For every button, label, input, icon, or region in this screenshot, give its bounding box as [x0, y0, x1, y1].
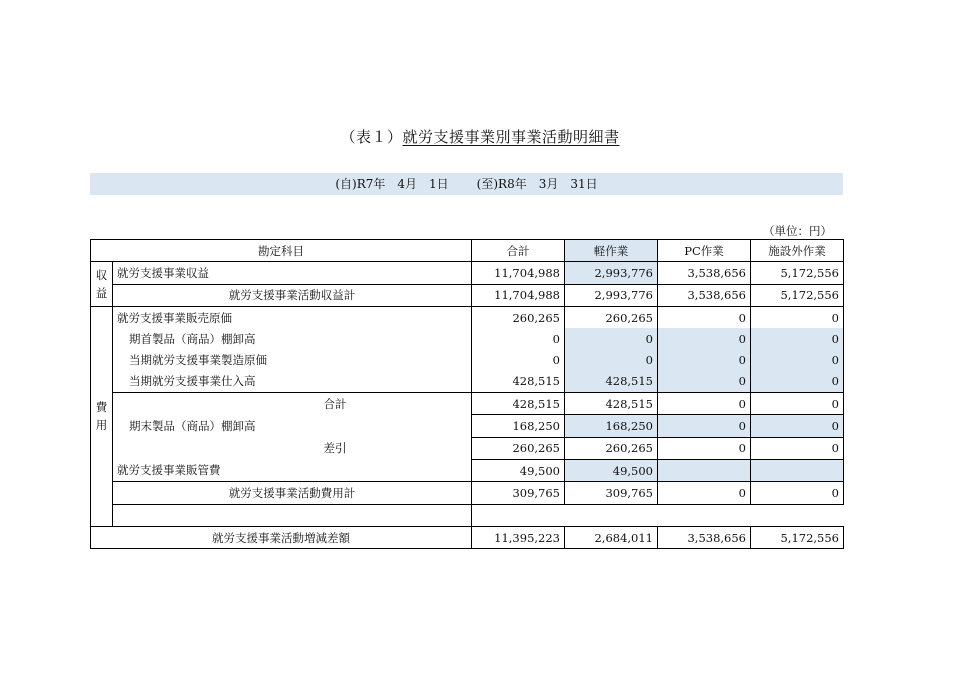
header-total: 合計: [472, 240, 565, 262]
table-row: [91, 415, 844, 437]
header-item: 勘定科目: [91, 240, 472, 262]
cell-col1: 2,993,776: [565, 262, 658, 284]
row-label: 就労支援事業収益: [113, 262, 472, 284]
group-expense-char: 費: [95, 400, 108, 415]
row-label: 当期就労支援事業仕入高: [113, 371, 472, 393]
cell-col1: 49,500: [565, 459, 658, 481]
cell-col3: 0: [751, 437, 844, 459]
row-label: 当期就労支援事業製造原価: [113, 349, 472, 370]
cell-col3: 0: [751, 393, 844, 415]
table-row: [91, 482, 844, 504]
cell-col2: 3,538,656: [658, 284, 751, 306]
cell-col2: 0: [658, 328, 751, 349]
cell-col1: 309,765: [565, 482, 658, 504]
title-main: 就労支援事業別事業活動明細書: [402, 128, 620, 146]
cell-col2: [658, 459, 751, 481]
cell-col1: 428,515: [565, 393, 658, 415]
cell-col1: 168,250: [565, 415, 658, 437]
table-row: [91, 459, 844, 481]
row-label: 就労支援事業販管費: [113, 459, 472, 481]
cell-col2: 0: [658, 393, 751, 415]
header-row: [91, 240, 844, 262]
cell-col3: 5,172,556: [751, 284, 844, 306]
cell-total: 0: [472, 349, 565, 370]
group-expense-char: 用: [95, 418, 108, 433]
cell-col3: 0: [751, 482, 844, 504]
cell-col2: 0: [658, 349, 751, 370]
cell-col3: 0: [751, 415, 844, 437]
row-label: 差引: [113, 437, 472, 459]
cell-col1: 0: [565, 349, 658, 370]
cell-col3: 0: [751, 371, 844, 393]
table-row: [91, 306, 844, 328]
cell-total: 260,265: [472, 306, 565, 328]
period-bar: [90, 173, 843, 195]
cell-col1: 2,993,776: [565, 284, 658, 306]
group-expense: [91, 306, 113, 526]
cell-col3: 0: [751, 328, 844, 349]
cell-col3: 0: [751, 349, 844, 370]
document-title: [0, 126, 960, 147]
cell-col3: 0: [751, 306, 844, 328]
cell-col2: 0: [658, 306, 751, 328]
spacer-cell: [113, 504, 472, 526]
period-to: (至)R8年 3月 31日: [476, 177, 598, 191]
table-row: [91, 349, 844, 370]
statement-table: [90, 239, 844, 549]
cell-col1: 260,265: [565, 306, 658, 328]
cell-col2: 0: [658, 437, 751, 459]
cell-col3: 5,172,556: [751, 262, 844, 284]
group-revenue-char: 収: [95, 268, 108, 283]
cell-col1: 428,515: [565, 371, 658, 393]
table-row: [91, 262, 844, 284]
row-label: 合計: [113, 393, 472, 415]
unit-label: （単位：円）: [763, 224, 832, 238]
row-label: 就労支援事業販売原価: [113, 306, 472, 328]
table-row: [91, 328, 844, 349]
cell-total: 11,704,988: [472, 262, 565, 284]
cell-total: 11,395,223: [472, 526, 565, 548]
cell-total: 309,765: [472, 482, 565, 504]
title-prefix: （表１）: [340, 128, 403, 146]
cell-col3: 5,172,556: [751, 526, 844, 548]
cell-col2: 0: [658, 371, 751, 393]
header-col3: 施設外作業: [751, 240, 844, 262]
cell-col2: 3,538,656: [658, 526, 751, 548]
group-revenue-char: 益: [95, 286, 108, 301]
row-label: 就労支援事業活動費用計: [113, 482, 472, 504]
cell-total: 0: [472, 328, 565, 349]
header-col2: PC作業: [658, 240, 751, 262]
cell-total: 260,265: [472, 437, 565, 459]
header-col1: 軽作業: [565, 240, 658, 262]
row-label: 期末製品（商品）棚卸高: [113, 415, 472, 437]
row-label: 就労支援事業活動収益計: [113, 284, 472, 306]
group-revenue: [91, 262, 113, 307]
table-row: [91, 526, 844, 548]
cell-col3: [751, 459, 844, 481]
table-row: [91, 504, 844, 526]
cell-col2: 3,538,656: [658, 262, 751, 284]
cell-col2: 0: [658, 482, 751, 504]
table-row: [91, 284, 844, 306]
cell-col2: 0: [658, 415, 751, 437]
cell-total: 168,250: [472, 415, 565, 437]
cell-col1: 260,265: [565, 437, 658, 459]
table-row: [91, 437, 844, 459]
row-label: 期首製品（商品）棚卸高: [113, 328, 472, 349]
cell-total: 49,500: [472, 459, 565, 481]
table-row: [91, 371, 844, 393]
period-from: (自)R7年 4月 1日: [335, 177, 449, 191]
table-row: [91, 393, 844, 415]
cell-total: 11,704,988: [472, 284, 565, 306]
cell-col1: 0: [565, 328, 658, 349]
row-label: 就労支援事業活動増減差額: [91, 526, 472, 548]
cell-col1: 2,684,011: [565, 526, 658, 548]
cell-total: 428,515: [472, 371, 565, 393]
cell-total: 428,515: [472, 393, 565, 415]
